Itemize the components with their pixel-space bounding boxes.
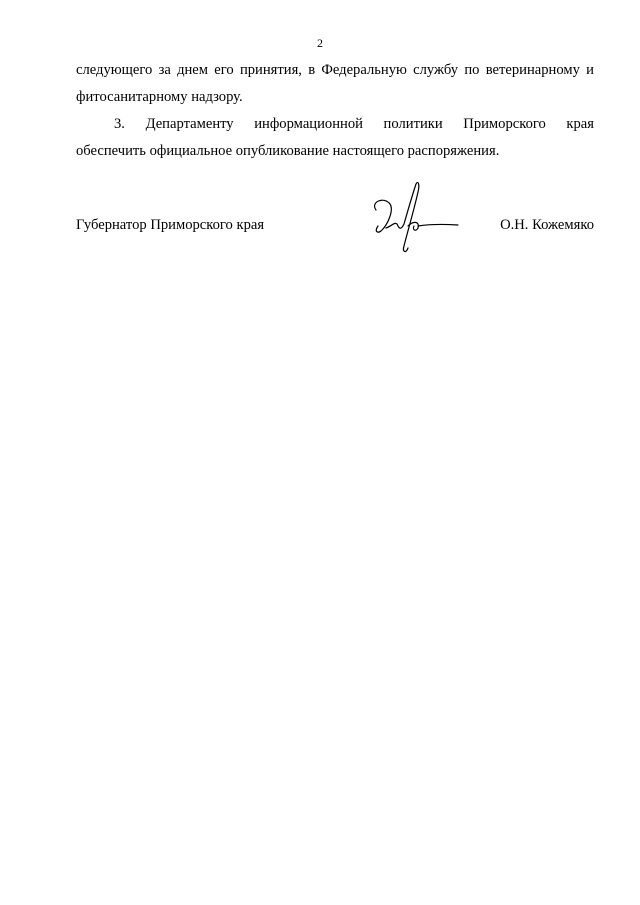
page-number: 2 (317, 36, 323, 50)
document-body (76, 57, 594, 165)
paragraph-line-4: обеспечить официальное опубликование настоящего распоряжения. (76, 143, 500, 159)
paragraph-line-3: 3. Департаменту информационной политики Приморского края (114, 116, 594, 132)
signature-block (76, 214, 594, 242)
paragraph-line-1: следующего за днем его принятия, в Федеральную службу по ветеринарному и (76, 62, 594, 78)
signer-position: Губернатор Приморского края (76, 217, 265, 233)
paragraph-line-2: фитосанитарному надзору. (76, 89, 243, 105)
signer-name: О.Н. Кожемяко (500, 217, 594, 233)
handwritten-signature-icon (368, 180, 462, 258)
